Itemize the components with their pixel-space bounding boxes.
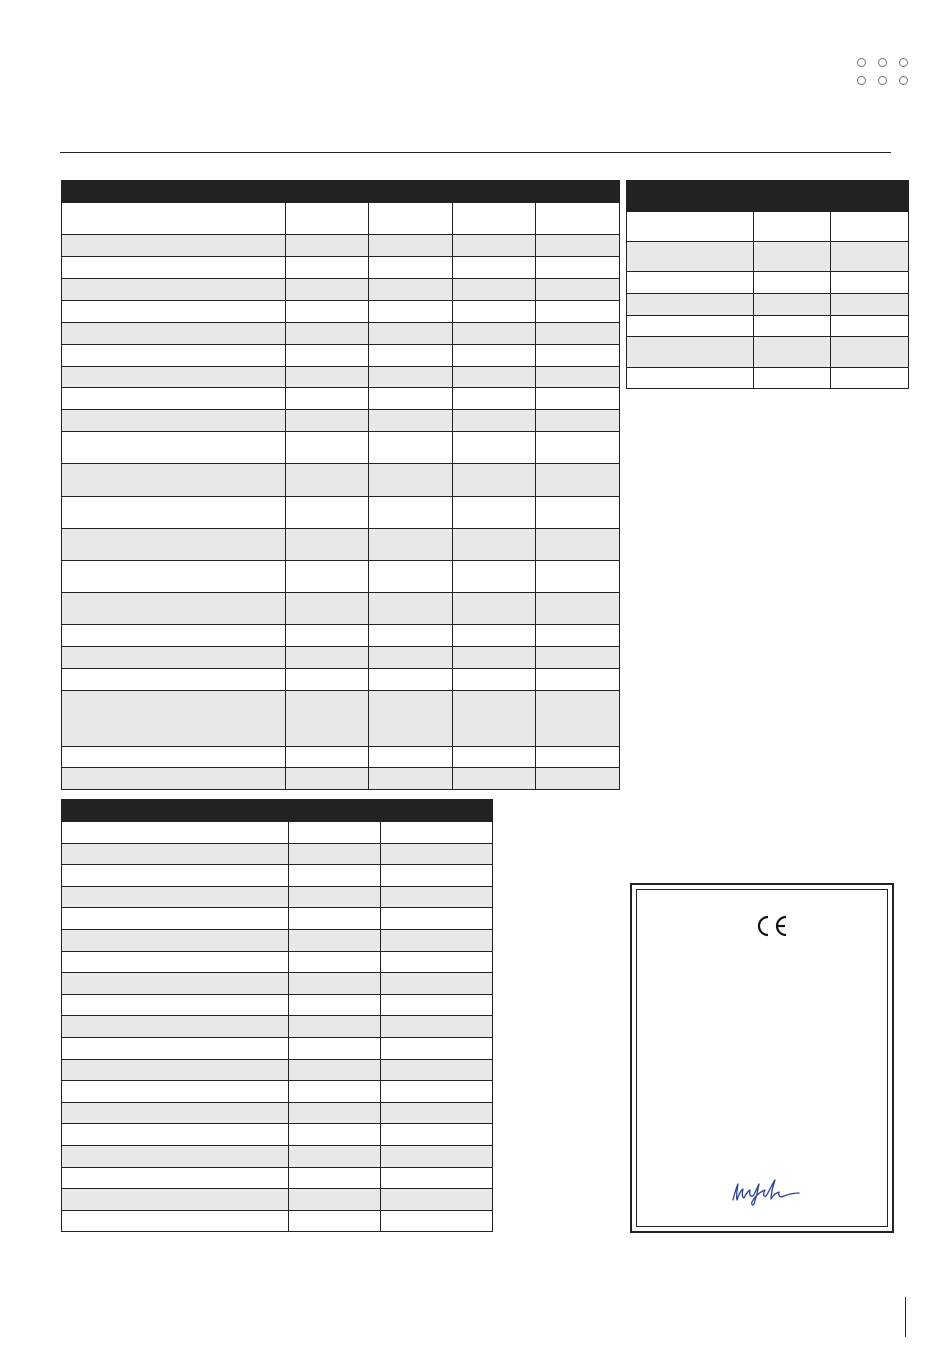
table-row — [62, 464, 620, 496]
table-cell — [627, 242, 754, 272]
table-cell — [289, 843, 381, 865]
table-row — [627, 242, 909, 272]
table-cell — [536, 625, 620, 647]
table-cell — [286, 300, 369, 322]
table-row — [62, 994, 493, 1016]
table-cell — [453, 322, 536, 344]
table-cell — [369, 593, 453, 625]
table-cell — [453, 410, 536, 432]
table-cell — [286, 768, 369, 790]
table-cell — [289, 929, 381, 951]
table-cell — [369, 768, 453, 790]
table-cell — [381, 843, 493, 865]
table-cell — [536, 746, 620, 768]
table-row — [62, 410, 620, 432]
table-cell — [286, 278, 369, 300]
dot-icon — [857, 76, 866, 85]
table-cell — [369, 410, 453, 432]
header-cell — [831, 181, 909, 212]
table-cell — [831, 294, 909, 316]
table-cell — [286, 235, 369, 257]
table-cell — [536, 691, 620, 747]
table-cell — [627, 367, 754, 389]
table-cell — [286, 669, 369, 691]
table-row — [627, 294, 909, 316]
dot-icon — [899, 58, 908, 67]
table-cell — [536, 257, 620, 279]
table-cell — [62, 843, 289, 865]
table-row — [62, 1037, 493, 1059]
table-header-row — [62, 181, 620, 203]
table-row — [62, 1016, 493, 1038]
table-cell — [62, 951, 289, 973]
table-cell — [381, 886, 493, 908]
table-cell — [369, 278, 453, 300]
table-cell — [286, 593, 369, 625]
table-cell — [62, 593, 286, 625]
table-cell — [289, 1102, 381, 1124]
header-cell — [754, 181, 831, 212]
table-cell — [369, 528, 453, 560]
table-cell — [369, 647, 453, 669]
table-cell — [369, 625, 453, 647]
table-cell — [754, 367, 831, 389]
table-cell — [62, 1081, 289, 1103]
table-cell — [62, 691, 286, 747]
table-cell — [62, 366, 286, 388]
table-cell — [62, 908, 289, 930]
table-cell — [286, 528, 369, 560]
table-cell — [381, 908, 493, 930]
table-cell — [62, 994, 289, 1016]
table-row — [62, 669, 620, 691]
table-cell — [453, 496, 536, 528]
table-cell — [289, 822, 381, 844]
table-cell — [289, 886, 381, 908]
table-cell — [536, 593, 620, 625]
table-row — [62, 257, 620, 279]
table-cell — [62, 768, 286, 790]
table-row — [62, 768, 620, 790]
table-cell — [62, 464, 286, 496]
table-cell — [453, 647, 536, 669]
table-cell — [536, 432, 620, 464]
table-cell — [536, 278, 620, 300]
table-row — [62, 647, 620, 669]
table-cell — [536, 322, 620, 344]
table-cell — [453, 669, 536, 691]
table-cell — [289, 1016, 381, 1038]
table-cell — [536, 669, 620, 691]
table-cell — [369, 235, 453, 257]
table-cell — [536, 366, 620, 388]
table-cell — [381, 1145, 493, 1167]
table-row — [62, 929, 493, 951]
table-cell — [289, 951, 381, 973]
dot-icon — [878, 58, 887, 67]
table-cell — [754, 212, 831, 242]
table-cell — [289, 1059, 381, 1081]
table-cell — [62, 1124, 289, 1146]
table-row — [62, 1102, 493, 1124]
table-row — [62, 973, 493, 995]
table-cell — [369, 560, 453, 592]
table-cell — [453, 625, 536, 647]
table-row — [62, 1189, 493, 1211]
table-cell — [289, 973, 381, 995]
table-cell — [831, 337, 909, 367]
table-row — [62, 593, 620, 625]
table-cell — [453, 528, 536, 560]
table-cell — [536, 496, 620, 528]
table-row — [62, 388, 620, 410]
table-cell — [62, 1210, 289, 1232]
table-cell — [62, 1102, 289, 1124]
table-cell — [381, 1124, 493, 1146]
table-cell — [453, 257, 536, 279]
table-cell — [289, 908, 381, 930]
table-cell — [381, 973, 493, 995]
table-cell — [536, 300, 620, 322]
table-row — [62, 691, 620, 747]
table-cell — [369, 257, 453, 279]
table-cell — [453, 746, 536, 768]
table-cell — [754, 272, 831, 294]
table-cell — [62, 669, 286, 691]
table-cell — [289, 1081, 381, 1103]
table-row — [62, 366, 620, 388]
table-cell — [381, 1037, 493, 1059]
table-cell — [62, 257, 286, 279]
declaration-inner-frame — [636, 889, 888, 1227]
table-cell — [286, 560, 369, 592]
header-cell — [453, 181, 536, 203]
header-cell — [62, 181, 286, 203]
table-cell — [627, 272, 754, 294]
table-row — [62, 300, 620, 322]
side-table — [626, 180, 909, 389]
table-cell — [369, 669, 453, 691]
ce-mark-icon — [755, 914, 789, 938]
header-cell — [289, 800, 381, 822]
table-cell — [289, 1124, 381, 1146]
table-cell — [536, 203, 620, 235]
table-cell — [62, 203, 286, 235]
table-cell — [286, 432, 369, 464]
table-cell — [536, 388, 620, 410]
dot-icon — [899, 76, 908, 85]
table-cell — [286, 366, 369, 388]
table-cell — [62, 1189, 289, 1211]
table-row — [62, 278, 620, 300]
table-cell — [62, 528, 286, 560]
table-row — [62, 322, 620, 344]
header-cell — [286, 181, 369, 203]
table-cell — [381, 822, 493, 844]
table-cell — [62, 1037, 289, 1059]
table-cell — [369, 432, 453, 464]
table-cell — [453, 560, 536, 592]
table-cell — [286, 203, 369, 235]
table-cell — [286, 344, 369, 366]
table-cell — [286, 322, 369, 344]
table-row — [62, 432, 620, 464]
table-cell — [62, 973, 289, 995]
table-row — [62, 865, 493, 887]
table-cell — [286, 464, 369, 496]
table-cell — [627, 337, 754, 367]
table-row — [62, 1210, 493, 1232]
table-cell — [62, 929, 289, 951]
table-cell — [62, 344, 286, 366]
table-cell — [381, 1059, 493, 1081]
table-cell — [453, 300, 536, 322]
table-cell — [536, 344, 620, 366]
table-header-row — [62, 800, 493, 822]
table-cell — [289, 994, 381, 1016]
table-row — [627, 212, 909, 242]
table-row — [62, 908, 493, 930]
table-row — [627, 367, 909, 389]
table-cell — [453, 366, 536, 388]
table-cell — [289, 1145, 381, 1167]
table-cell — [536, 235, 620, 257]
table-cell — [62, 746, 286, 768]
table-cell — [286, 496, 369, 528]
table-cell — [831, 315, 909, 337]
table-cell — [536, 560, 620, 592]
table-cell — [369, 322, 453, 344]
table-cell — [536, 768, 620, 790]
table-cell — [453, 344, 536, 366]
table-cell — [831, 242, 909, 272]
table-row — [62, 560, 620, 592]
table-cell — [754, 315, 831, 337]
table-cell — [286, 691, 369, 747]
table-cell — [369, 344, 453, 366]
table-cell — [286, 647, 369, 669]
table-cell — [453, 691, 536, 747]
table-row — [62, 1124, 493, 1146]
table-cell — [286, 625, 369, 647]
table-cell — [831, 272, 909, 294]
table-row — [62, 1145, 493, 1167]
table-cell — [453, 768, 536, 790]
table-cell — [62, 822, 289, 844]
table-cell — [62, 322, 286, 344]
table-cell — [381, 1210, 493, 1232]
table-cell — [831, 212, 909, 242]
table-row — [62, 1167, 493, 1189]
table-cell — [381, 994, 493, 1016]
table-cell — [536, 647, 620, 669]
table-row — [627, 272, 909, 294]
table-row — [627, 337, 909, 367]
specification-table — [61, 180, 620, 790]
table-cell — [62, 625, 286, 647]
header-rule — [60, 152, 891, 153]
table-cell — [754, 242, 831, 272]
table-cell — [286, 388, 369, 410]
table-row — [62, 886, 493, 908]
table-cell — [369, 464, 453, 496]
table-row — [62, 625, 620, 647]
table-cell — [831, 367, 909, 389]
table-cell — [381, 951, 493, 973]
declaration-of-conformity-box — [630, 883, 894, 1233]
table-cell — [62, 1016, 289, 1038]
table-cell — [62, 235, 286, 257]
dot-icon — [878, 76, 887, 85]
table-cell — [381, 1189, 493, 1211]
table-row — [62, 746, 620, 768]
table-cell — [289, 1037, 381, 1059]
table-cell — [62, 1145, 289, 1167]
table-cell — [381, 865, 493, 887]
table-row — [62, 1081, 493, 1103]
header-cell — [369, 181, 453, 203]
table-header-row — [627, 181, 909, 212]
table-cell — [62, 1059, 289, 1081]
table-cell — [453, 278, 536, 300]
table-row — [62, 843, 493, 865]
table-cell — [289, 865, 381, 887]
page-indicator-dots — [857, 58, 909, 88]
table-cell — [62, 278, 286, 300]
table-cell — [627, 212, 754, 242]
table-cell — [453, 464, 536, 496]
table-cell — [453, 432, 536, 464]
table-cell — [369, 746, 453, 768]
table-row — [62, 1059, 493, 1081]
header-cell — [627, 181, 754, 212]
table-cell — [289, 1167, 381, 1189]
table-row — [62, 951, 493, 973]
table-cell — [453, 388, 536, 410]
table-cell — [62, 886, 289, 908]
table-cell — [453, 203, 536, 235]
table-cell — [627, 294, 754, 316]
header-cell — [536, 181, 620, 203]
parts-table — [61, 799, 493, 1232]
table-cell — [369, 300, 453, 322]
table-row — [62, 235, 620, 257]
signature-icon — [729, 1174, 803, 1208]
table-row — [62, 822, 493, 844]
table-cell — [369, 366, 453, 388]
table-cell — [381, 929, 493, 951]
page-margin-rule — [905, 1297, 906, 1337]
table-row — [627, 315, 909, 337]
table-row — [62, 528, 620, 560]
table-cell — [453, 593, 536, 625]
table-cell — [369, 203, 453, 235]
table-cell — [62, 865, 289, 887]
table-cell — [62, 388, 286, 410]
header-cell — [62, 800, 289, 822]
table-cell — [627, 315, 754, 337]
table-cell — [369, 691, 453, 747]
table-cell — [369, 388, 453, 410]
table-cell — [381, 1102, 493, 1124]
table-cell — [754, 337, 831, 367]
table-cell — [289, 1210, 381, 1232]
table-cell — [62, 647, 286, 669]
table-cell — [381, 1167, 493, 1189]
table-cell — [286, 257, 369, 279]
table-cell — [754, 294, 831, 316]
table-cell — [286, 746, 369, 768]
table-cell — [62, 432, 286, 464]
table-row — [62, 496, 620, 528]
table-cell — [289, 1189, 381, 1211]
table-cell — [536, 410, 620, 432]
table-cell — [369, 496, 453, 528]
header-cell — [381, 800, 493, 822]
dot-icon — [857, 58, 866, 67]
table-cell — [536, 528, 620, 560]
table-cell — [536, 464, 620, 496]
table-row — [62, 344, 620, 366]
table-cell — [62, 300, 286, 322]
table-cell — [286, 410, 369, 432]
table-cell — [381, 1081, 493, 1103]
table-cell — [62, 496, 286, 528]
table-cell — [381, 1016, 493, 1038]
table-row — [62, 203, 620, 235]
table-cell — [62, 560, 286, 592]
table-cell — [62, 1167, 289, 1189]
table-cell — [62, 410, 286, 432]
table-cell — [453, 235, 536, 257]
